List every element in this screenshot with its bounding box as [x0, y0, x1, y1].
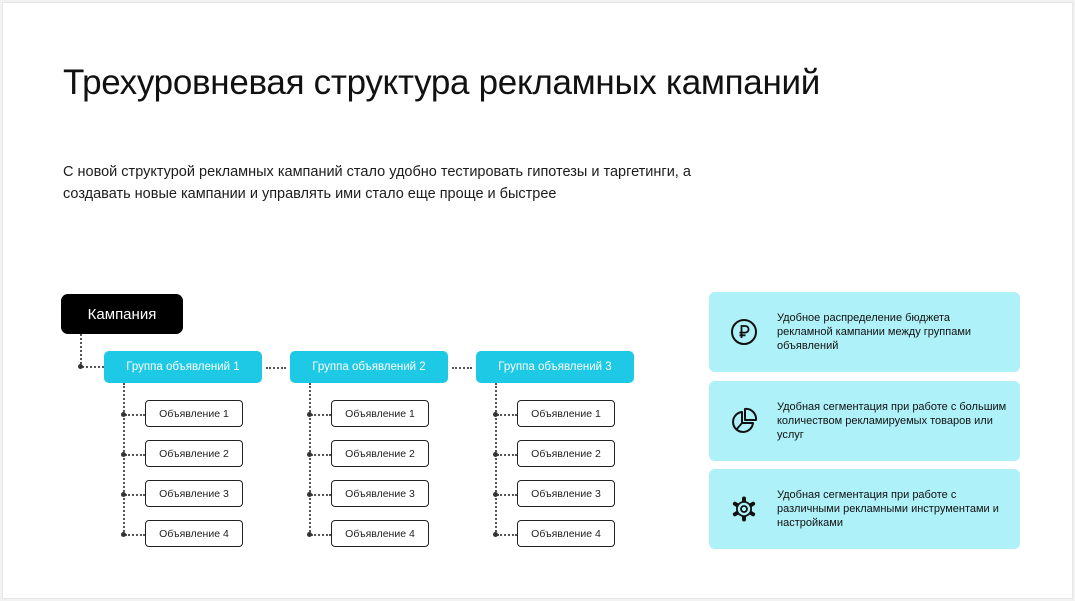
group-link-connector	[452, 367, 472, 369]
connector-bullet	[121, 412, 126, 417]
ad-1-1: Объявление 1	[145, 400, 243, 427]
connector-bullet	[493, 492, 498, 497]
slide-subtitle: С новой структурой рекламных кампаний стало удобно тестировать гипотезы и таргетинги, а создавать новые кампании и управлять ими стало еще проще и быстрее	[63, 164, 691, 202]
ad-connector	[497, 494, 517, 496]
ad-2-4: Объявление 4	[331, 520, 429, 547]
ad-connector	[125, 534, 145, 536]
connector-bullet	[307, 492, 312, 497]
benefit-card-budget	[709, 292, 1020, 372]
gear-icon	[729, 494, 759, 524]
connector-bullet	[307, 452, 312, 457]
ad-1-2: Объявление 2	[145, 440, 243, 467]
ad-3-1: Объявление 1	[517, 400, 615, 427]
connector-bullet	[121, 452, 126, 457]
connector-bullet	[307, 412, 312, 417]
ad-connector	[125, 454, 145, 456]
group-2-connector	[309, 383, 311, 535]
ad-connector	[125, 414, 145, 416]
ad-connector	[497, 454, 517, 456]
campaign-node: Кампания	[61, 294, 183, 334]
ad-1-3: Объявление 3	[145, 480, 243, 507]
connector-bullet	[493, 452, 498, 457]
connector-bullet	[493, 532, 498, 537]
ad-group-1: Группа объявлений 1	[104, 351, 262, 383]
ad-group-3: Группа объявлений 3	[476, 351, 634, 383]
campaign-to-group-connector	[82, 366, 104, 368]
ruble-icon	[729, 317, 759, 347]
pie-chart-icon	[729, 406, 759, 436]
ad-connector	[497, 414, 517, 416]
ad-3-2: Объявление 2	[517, 440, 615, 467]
ad-connector	[497, 534, 517, 536]
group-link-connector	[266, 367, 286, 369]
ad-3-3: Объявление 3	[517, 480, 615, 507]
group-1-connector	[123, 383, 125, 535]
ad-2-3: Объявление 3	[331, 480, 429, 507]
ad-connector	[311, 534, 331, 536]
benefit-card-tools	[709, 469, 1020, 549]
campaign-connector	[80, 334, 82, 368]
connector-bullet	[307, 532, 312, 537]
benefit-text: Удобное распределение бюджета рекламной кампании между группами объявлений	[777, 312, 972, 352]
benefit-card-products	[709, 381, 1020, 461]
ad-connector	[311, 414, 331, 416]
ad-group-2: Группа объявлений 2	[290, 351, 448, 383]
ad-2-1: Объявление 1	[331, 400, 429, 427]
connector-bullet	[78, 364, 83, 369]
ad-connector	[311, 454, 331, 456]
ad-connector	[311, 494, 331, 496]
benefit-text: Удобная сегментация при работе с большим количеством рекламируемых товаров или услуг	[777, 401, 1007, 441]
slide-title: Трехуровневая структура рекламных кампаний	[63, 63, 820, 102]
benefit-text: Удобная сегментация при работе с различными рекламными инструментами и настройками	[777, 489, 999, 529]
ad-2-2: Объявление 2	[331, 440, 429, 467]
connector-bullet	[121, 532, 126, 537]
ad-1-4: Объявление 4	[145, 520, 243, 547]
group-3-connector	[495, 383, 497, 535]
ad-connector	[125, 494, 145, 496]
slide	[2, 2, 1073, 599]
connector-bullet	[493, 412, 498, 417]
connector-bullet	[121, 492, 126, 497]
ad-3-4: Объявление 4	[517, 520, 615, 547]
